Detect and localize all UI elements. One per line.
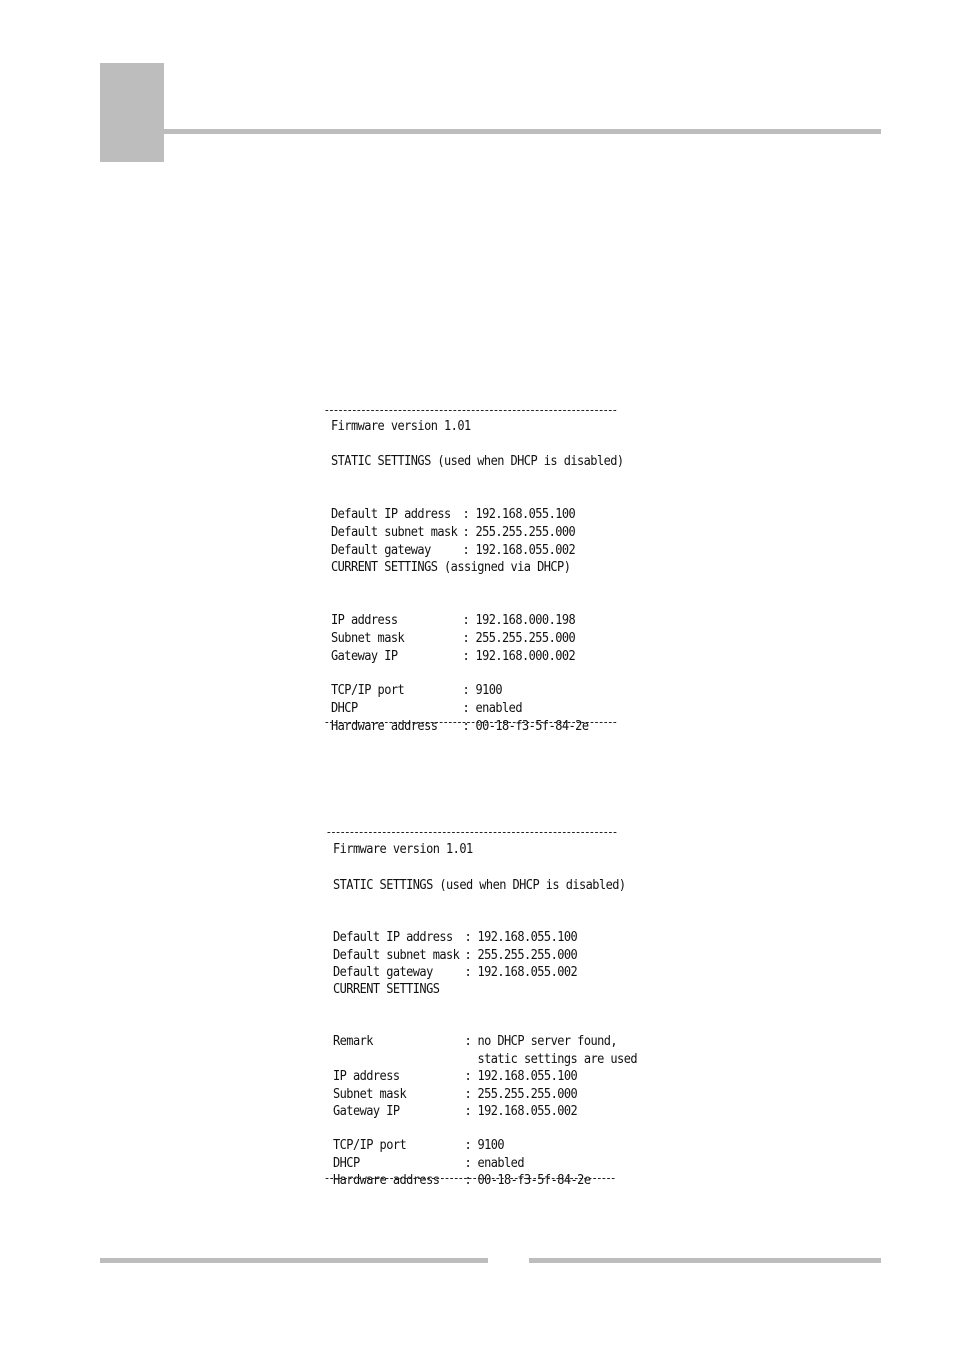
static-settings-header: STATIC SETTINGS (used when DHCP is disabled) (333, 878, 626, 893)
top-dashed-line (327, 832, 616, 833)
port-row: DHCP : enabled (331, 700, 522, 716)
bottom-dashed-line (325, 722, 616, 723)
port-row: Hardware address : 00-18-f3-5f-84-2e (331, 718, 589, 734)
static-row: Default IP address : 192.168.055.100 (331, 506, 576, 522)
current-row: Subnet mask : 255.255.255.000 (333, 1086, 578, 1102)
remark-row-continued: static settings are used (477, 1051, 638, 1067)
current-row: IP address : 192.168.000.198 (331, 612, 576, 628)
port-row: Hardware address : 00-18-f3-5f-84-2e (333, 1172, 591, 1188)
static-row: Default IP address : 192.168.055.100 (333, 929, 578, 945)
static-settings-header: STATIC SETTINGS (used when DHCP is disabled) (331, 454, 624, 469)
static-row: Default gateway : 192.168.055.002 (331, 542, 576, 558)
current-settings-header: CURRENT SETTINGS (assigned via DHCP) (331, 560, 571, 575)
current-settings-header: CURRENT SETTINGS (333, 982, 440, 997)
current-row: Gateway IP : 192.168.000.002 (331, 648, 576, 664)
firmware-version: Firmware version 1.01 (331, 419, 471, 434)
remark-row: Remark : no DHCP server found, (333, 1033, 618, 1049)
firmware-version: Firmware version 1.01 (333, 842, 473, 857)
static-row: Default gateway : 192.168.055.002 (333, 964, 578, 980)
printout-dhcp (331, 410, 625, 734)
header-rule (164, 129, 881, 134)
static-row: Default subnet mask : 255.255.255.000 (333, 947, 578, 963)
printout-static (333, 832, 638, 1192)
footer-rule-left (100, 1258, 488, 1263)
footer-rule-right (529, 1258, 881, 1263)
current-row: IP address : 192.168.055.100 (333, 1068, 578, 1084)
static-row: Default subnet mask : 255.255.255.000 (331, 524, 576, 540)
top-dashed-line (325, 410, 616, 411)
port-row: TCP/IP port : 9100 (333, 1137, 505, 1153)
port-row: TCP/IP port : 9100 (331, 682, 503, 698)
current-row: Subnet mask : 255.255.255.000 (331, 630, 576, 646)
port-row: DHCP : enabled (333, 1155, 524, 1171)
chapter-tab-block (100, 63, 164, 162)
bottom-dashed-line (326, 1178, 615, 1179)
current-row: Gateway IP : 192.168.055.002 (333, 1103, 578, 1119)
